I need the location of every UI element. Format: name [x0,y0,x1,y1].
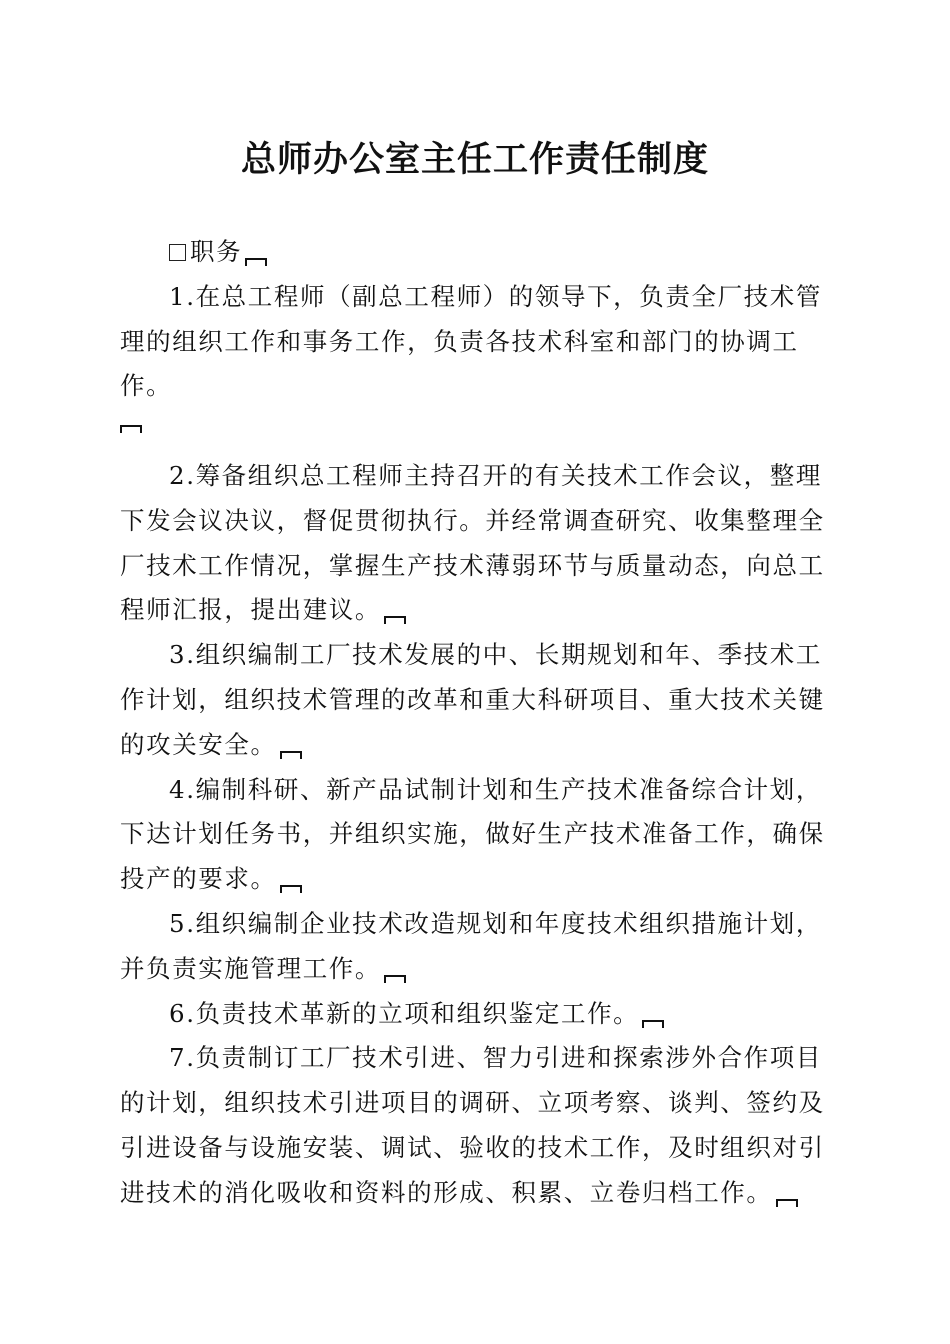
paragraph-text: 1.在总工程师（副总工程师）的领导下，负责全厂技术管理的组织工作和事务工作，负责各技术科室和部门的协调工作。 [120,281,822,401]
paragraph-mark-icon [280,885,302,893]
paragraph-mark-icon [245,258,267,266]
paragraph-mark-icon [642,1020,664,1028]
paragraph-2 [120,454,840,633]
paragraph-mark-icon [120,425,142,433]
paragraph-text: 3.组织编制工厂技术发展的中、长期规划和年、季技术工作计划，组织技术管理的改革和重大科研项目、重大技术关键的攻关安全。 [120,640,825,759]
section-heading [120,230,840,275]
paragraph-text: 2.筹备组织总工程师主持召开的有关技术工作会议，整理下发会议决议，督促贯彻执行。并经常调查研究、收集整理全厂技术工作情况，掌握生产技术薄弱环节与质量动态，向总工程师汇报，提出建议。 [120,460,825,625]
paragraph-mark-icon [280,751,302,759]
paragraph-1 [120,275,840,409]
paragraph-1-end [120,409,840,454]
paragraph-text: 7.负责制订工厂技术引进、智力引进和探索涉外合作项目的计划，组织技术引进项目的调研、立项考察、谈判、签约及引进设备与设施安装、调试、验收的技术工作，及时组织对引进技术的消化吸收和资料的形成、积累、立卷归档工作。 [120,1043,825,1207]
paragraph-text: 4.编制科研、新产品试制计划和生产技术准备综合计划，下达计划任务书，并组织实施，做好生产技术准备工作，确保投产的要求。 [120,774,825,894]
paragraph-mark-icon [776,1199,798,1207]
paragraph-5 [120,902,840,992]
paragraph-text: 6.负责技术革新的立项和组织鉴定工作。 [169,998,640,1028]
paragraph-text: 5.组织编制企业技术改造规划和年度技术组织措施计划，并负责实施管理工作。 [120,908,822,983]
paragraph-3 [120,633,840,767]
paragraph-7 [120,1036,840,1215]
paragraph-4 [120,768,840,902]
paragraph-mark-icon [384,616,406,624]
paragraph-mark-icon [384,975,406,983]
document-body [120,230,840,1216]
checkbox-square-icon [169,244,186,261]
document-title: 总师办公室主任工作责任制度 [240,139,709,180]
section-heading-text: 职务 [190,237,243,266]
paragraph-6 [120,992,840,1037]
